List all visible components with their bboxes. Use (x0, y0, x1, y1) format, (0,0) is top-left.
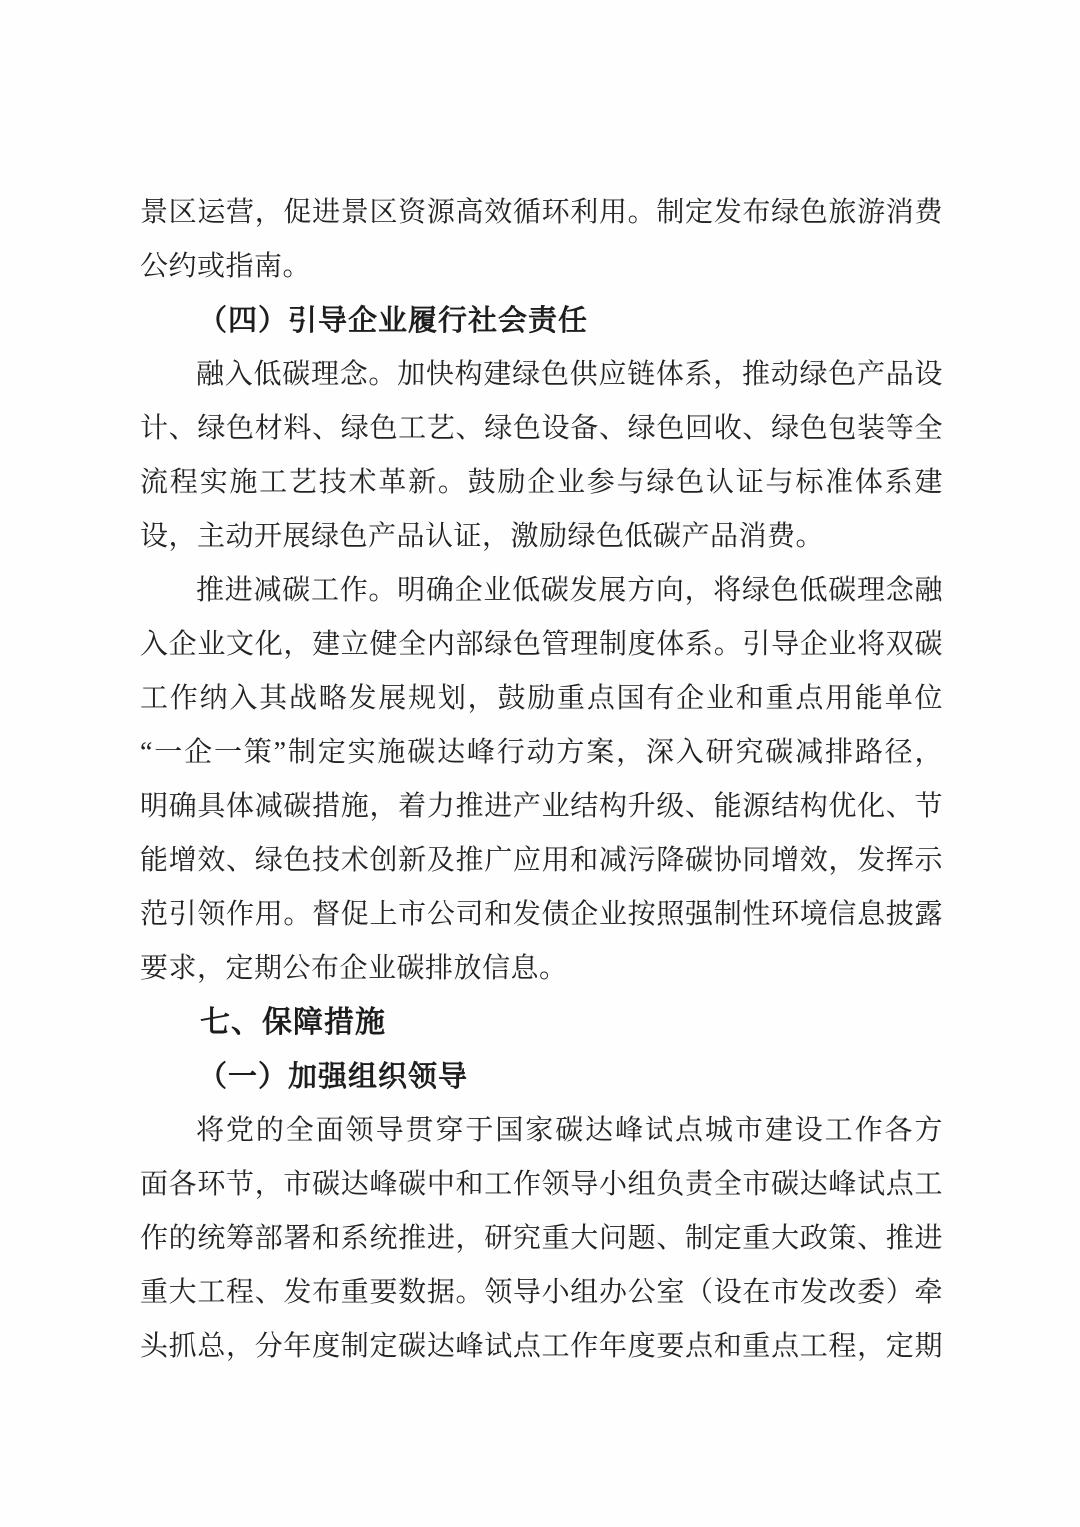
body-text-line: “一企一策”制定实施碳达峰行动方案，深入研究碳减排路径， (140, 737, 943, 768)
subsection-heading: （一）加强组织领导 (198, 1061, 469, 1093)
body-text-line: 计、绿色材料、绿色工艺、绿色设备、绿色回收、绿色包装等全 (140, 413, 943, 444)
body-text-line: 明确具体减碳措施，着力推进产业结构升级、能源结构优化、节 (140, 791, 943, 822)
body-text-line: 范引领作用。督促上市公司和发债企业按照强制性环境信息披露 (140, 899, 943, 930)
body-text-line: 头抓总，分年度制定碳达峰试点工作年度要点和重点工程，定期 (140, 1331, 943, 1362)
body-text-line: 工作纳入其战略发展规划，鼓励重点国有企业和重点用能单位 (140, 683, 943, 714)
subsection-heading: （四）引导企业履行社会责任 (198, 305, 589, 337)
body-text-line: 公约或指南。 (140, 251, 312, 282)
body-text-line: 流程实施工艺技术革新。鼓励企业参与绿色认证与标准体系建 (140, 467, 943, 498)
section-heading: 七、保障措施 (200, 1006, 386, 1039)
body-text-line: 作的统筹部署和系统推进，研究重大问题、制定重大政策、推进 (140, 1223, 943, 1254)
body-text-line: 将党的全面领导贯穿于国家碳达峰试点城市建设工作各方 (196, 1115, 943, 1146)
body-text-line: 能增效、绿色技术创新及推广应用和减污降碳协同增效，发挥示 (140, 845, 943, 876)
body-text-line: 设，主动开展绿色产品认证，激励绿色低碳产品消费。 (140, 521, 825, 552)
body-text-line: 融入低碳理念。加快构建绿色供应链体系，推动绿色产品设 (196, 359, 943, 390)
body-text-line: 重大工程、发布重要数据。领导小组办公室（设在市发改委）牵 (140, 1277, 943, 1308)
body-text-line: 入企业文化，建立健全内部绿色管理制度体系。引导企业将双碳 (140, 629, 943, 660)
body-text-line: 面各环节，市碳达峰碳中和工作领导小组负责全市碳达峰试点工 (140, 1169, 943, 1200)
body-text-line: 景区运营，促进景区资源高效循环利用。制定发布绿色旅游消费 (140, 197, 943, 228)
document-text-column (140, 186, 943, 1374)
body-text-line: 推进减碳工作。明确企业低碳发展方向，将绿色低碳理念融 (196, 575, 943, 606)
body-text-line: 要求，定期公布企业碳排放信息。 (140, 953, 568, 984)
